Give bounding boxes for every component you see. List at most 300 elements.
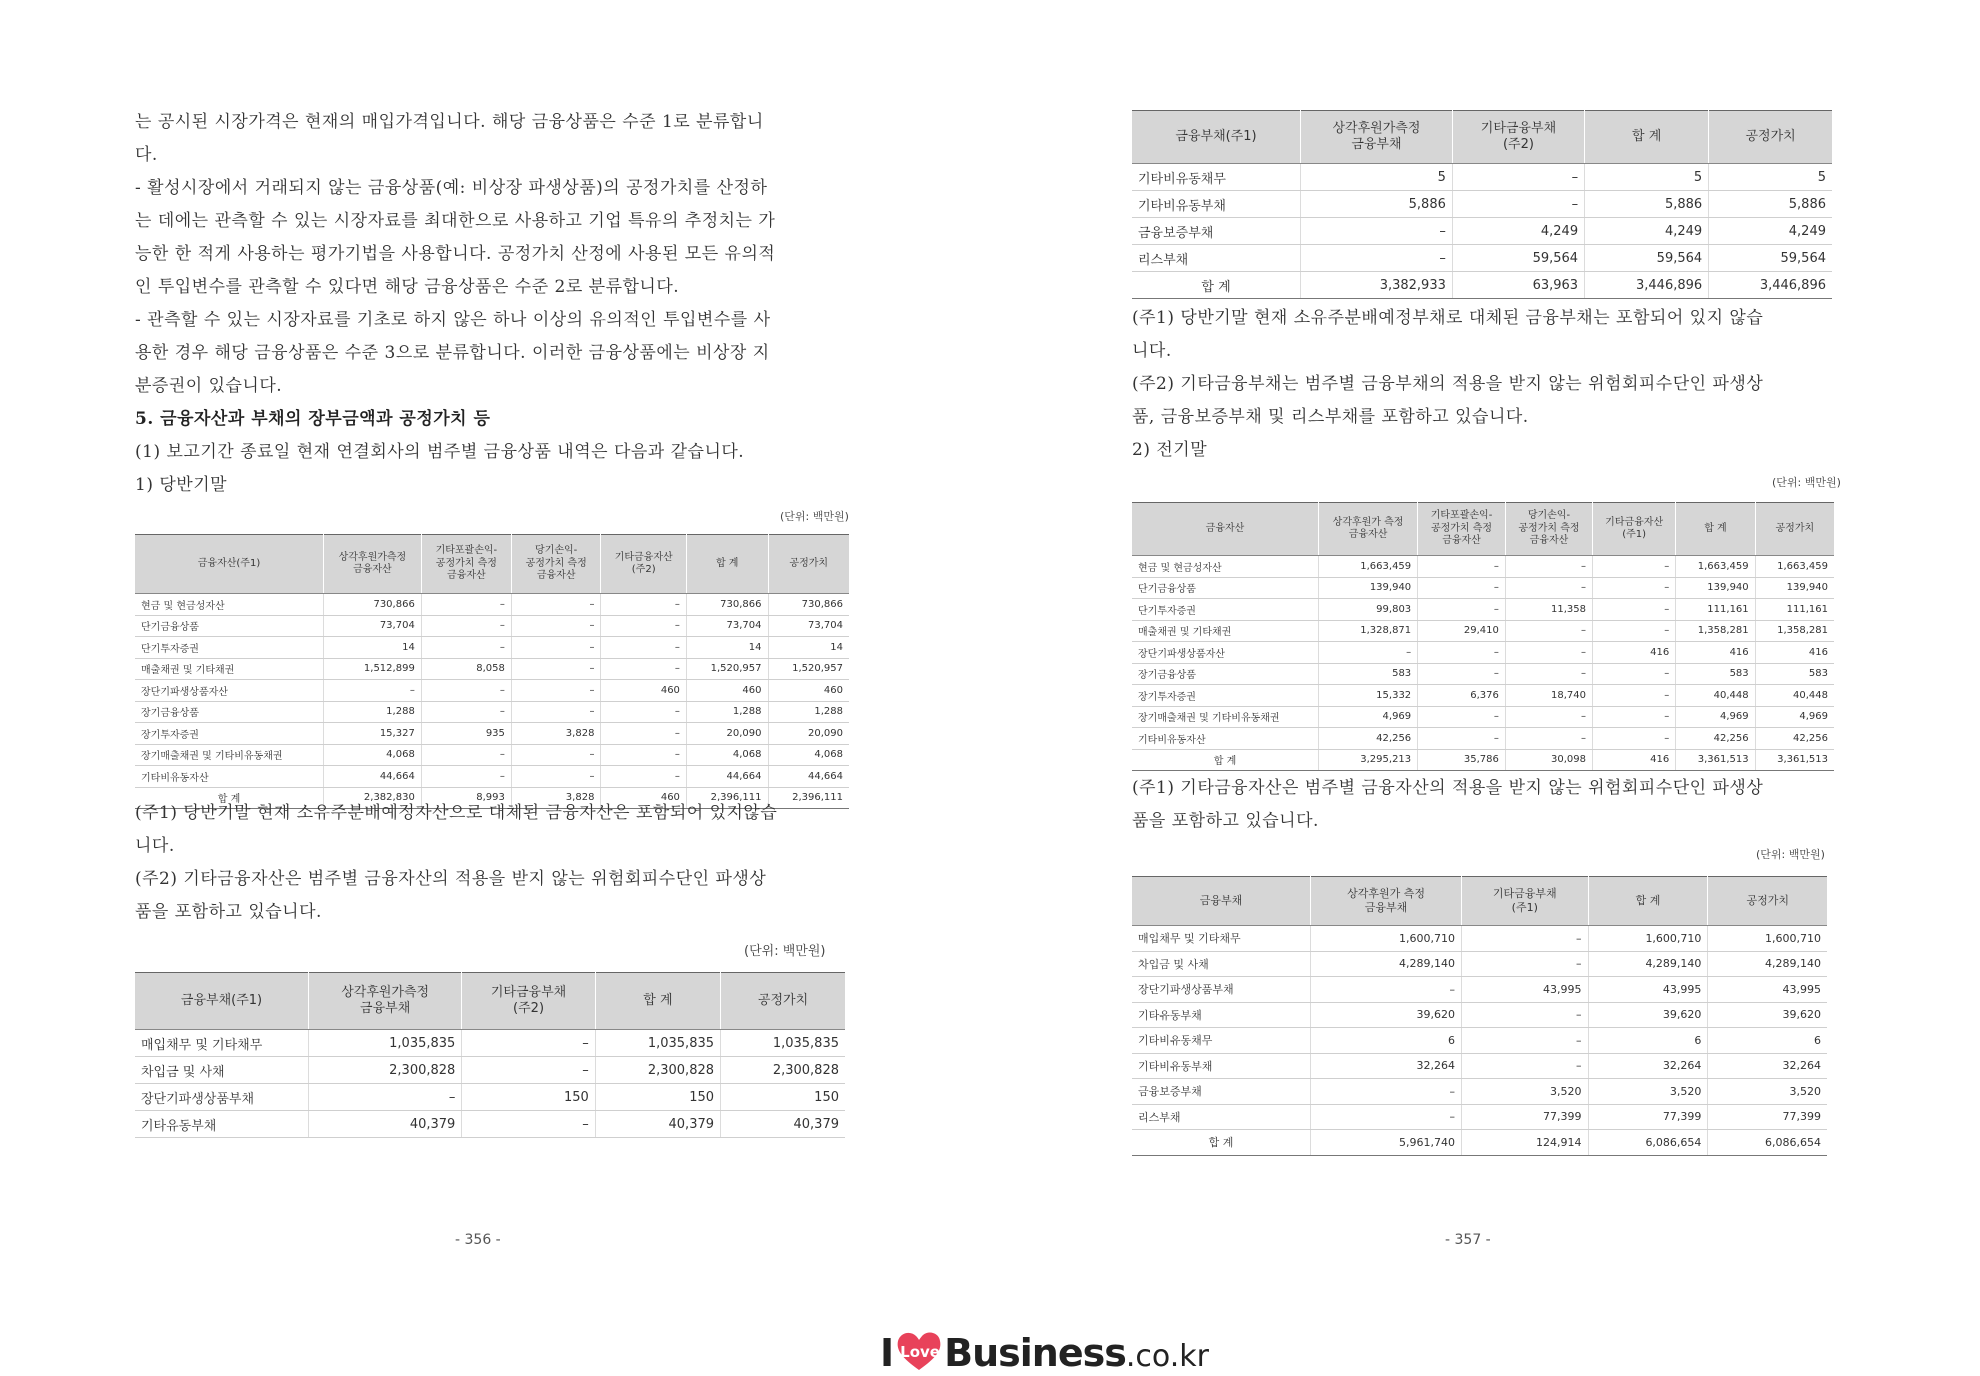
table-cell: 730,866 xyxy=(686,594,768,616)
table-cell: – xyxy=(1418,706,1506,728)
right-notes-2 xyxy=(1132,772,1763,838)
table-cell: 1,600,710 xyxy=(1311,926,1462,952)
table-cell: 4,289,140 xyxy=(1311,951,1462,977)
table-row xyxy=(1132,1104,1827,1130)
column-header: 기타포괄손익- 공정가치 측정 금융자산 xyxy=(1418,503,1506,556)
subheading-current: 1) 당반기말 xyxy=(135,475,228,495)
row-label: 장단기파생상품자산 xyxy=(1132,642,1319,664)
table-row xyxy=(1132,218,1832,245)
table-cell: 20,090 xyxy=(768,723,849,745)
table-cell: – xyxy=(1301,218,1453,245)
table-cell: 3,828 xyxy=(511,723,601,745)
row-label: 장단기파생상품자산 xyxy=(135,680,324,702)
table-cell: 99,803 xyxy=(1319,599,1418,621)
table-cell: – xyxy=(1593,599,1676,621)
table-cell: 1,520,957 xyxy=(768,658,849,680)
table-cell: 32,264 xyxy=(1708,1053,1827,1079)
row-label: 매입채무 및 기타채무 xyxy=(135,1030,309,1057)
table-cell: – xyxy=(324,680,422,702)
table-cell: – xyxy=(601,594,686,616)
logo-love-text: Love xyxy=(900,1343,940,1361)
table-row xyxy=(135,680,849,702)
text-line: - 활성시장에서 거래되지 않는 금융상품(예: 비상장 파생상품)의 공정가치를 산정하 xyxy=(135,178,768,198)
table-row xyxy=(135,1084,845,1111)
right-notes-1 xyxy=(1132,302,1763,467)
table-cell: – xyxy=(421,701,511,723)
unit-label: (단위: 백만원) xyxy=(1772,476,1841,489)
table-row xyxy=(1132,663,1834,685)
table-cell: 2,300,828 xyxy=(309,1057,462,1084)
table-row xyxy=(135,766,849,788)
table-row xyxy=(1132,951,1827,977)
text-line: 품, 금융보증부채 및 리스부채를 포함하고 있습니다. xyxy=(1132,407,1529,427)
table-cell: 40,379 xyxy=(309,1111,462,1138)
table-row xyxy=(1132,620,1834,642)
unit-label: (단위: 백만원) xyxy=(780,510,849,523)
column-header: 기타금융부채 (주1) xyxy=(1462,877,1588,926)
table-cell: 43,995 xyxy=(1588,977,1708,1003)
table-cell: 77,399 xyxy=(1462,1104,1588,1130)
text-line: (주1) 기타금융자산은 범주별 금융자산의 적용을 받지 않는 위험회피수단인 파생상 xyxy=(1132,778,1764,798)
table-cell: 730,866 xyxy=(324,594,422,616)
table-cell: 730,866 xyxy=(768,594,849,616)
table-cell: 3,295,213 xyxy=(1319,749,1418,771)
table-cell: – xyxy=(1462,1053,1588,1079)
row-label: 단기금융상품 xyxy=(1132,577,1319,599)
table-cell: 1,663,459 xyxy=(1319,556,1418,578)
column-header: 합 계 xyxy=(1588,877,1708,926)
row-label: 리스부채 xyxy=(1132,1104,1311,1130)
table-cell: – xyxy=(601,701,686,723)
table-cell: – xyxy=(1505,706,1592,728)
table-cell: – xyxy=(1462,951,1588,977)
table-cell: – xyxy=(1462,1028,1588,1054)
column-header: 금융부채 xyxy=(1132,877,1311,926)
table-cell: 2,382,830 xyxy=(324,787,422,809)
column-header: 당기손익- 공정가치 측정 금융자산 xyxy=(1505,503,1592,556)
table-cell: – xyxy=(511,701,601,723)
unit-label-2: (단위: 백만원) xyxy=(744,944,826,959)
table-cell: – xyxy=(511,766,601,788)
table-cell: 460 xyxy=(768,680,849,702)
table-cell: 11,358 xyxy=(1505,599,1592,621)
row-label: 기타비유동채무 xyxy=(1132,164,1301,191)
table-cell: – xyxy=(601,615,686,637)
table-cell: – xyxy=(1462,926,1588,952)
table-cell: – xyxy=(1418,642,1506,664)
table-cell: 139,940 xyxy=(1755,577,1834,599)
table-row xyxy=(1132,1130,1827,1156)
row-label: 장기투자증권 xyxy=(1132,685,1319,707)
table-header-row xyxy=(135,535,849,594)
row-label: 기타유동부채 xyxy=(135,1111,309,1138)
row-label: 장기투자증권 xyxy=(135,723,324,745)
table-row xyxy=(135,701,849,723)
table-row xyxy=(1132,642,1834,664)
row-label: 리스부채 xyxy=(1132,245,1301,272)
table-cell: 43,995 xyxy=(1462,977,1588,1003)
row-label: 차입금 및 사채 xyxy=(135,1057,309,1084)
table-cell: 1,288 xyxy=(768,701,849,723)
row-label: 현금 및 현금성자산 xyxy=(1132,556,1319,578)
row-label: 합 계 xyxy=(135,787,324,809)
table-row xyxy=(135,1111,845,1138)
table-cell: 44,664 xyxy=(324,766,422,788)
table-cell: 5 xyxy=(1585,164,1709,191)
table-cell: – xyxy=(462,1030,595,1057)
column-header: 기타금융자산 (주1) xyxy=(1593,503,1676,556)
table-cell: 1,288 xyxy=(686,701,768,723)
table-cell: – xyxy=(421,680,511,702)
column-header: 금융부채(주1) xyxy=(135,973,309,1030)
table-cell: 59,564 xyxy=(1709,245,1832,272)
table-cell: 583 xyxy=(1755,663,1834,685)
table-cell: 8,993 xyxy=(421,787,511,809)
table-cell: 6,086,654 xyxy=(1708,1130,1827,1156)
column-header: 기타금융자산 (주2) xyxy=(601,535,686,594)
table-cell: 73,704 xyxy=(324,615,422,637)
table-cell: 4,249 xyxy=(1585,218,1709,245)
ilovebusiness-logo xyxy=(880,1316,1209,1375)
liabilities-table-prior xyxy=(1132,876,1827,1156)
row-label: 기타비유동자산 xyxy=(1132,728,1319,750)
page-number: - 356 - xyxy=(455,1232,501,1248)
table-cell: – xyxy=(511,637,601,659)
table-cell: 4,068 xyxy=(324,744,422,766)
table-cell: – xyxy=(1593,728,1676,750)
liabilities-table-current xyxy=(135,972,845,1138)
table-cell: 1,358,281 xyxy=(1676,620,1755,642)
table-cell: – xyxy=(421,766,511,788)
table-cell: 14 xyxy=(686,637,768,659)
table-cell: – xyxy=(1593,663,1676,685)
table-cell: 150 xyxy=(721,1084,845,1111)
text-line: 니다. xyxy=(135,836,175,856)
table-cell: 1,663,459 xyxy=(1755,556,1834,578)
column-header: 상각후원가 측정 금융자산 xyxy=(1319,503,1418,556)
column-header: 기타금융부채 (주2) xyxy=(462,973,595,1030)
text-line: 2) 전기말 xyxy=(1132,440,1208,460)
table-header-row xyxy=(1132,503,1834,556)
table-cell: 1,288 xyxy=(324,701,422,723)
table-cell: 40,448 xyxy=(1755,685,1834,707)
table-row xyxy=(1132,1028,1827,1054)
row-label: 장기금융상품 xyxy=(1132,663,1319,685)
table-cell: – xyxy=(421,637,511,659)
table-cell: 4,289,140 xyxy=(1588,951,1708,977)
table-header-row xyxy=(135,973,845,1030)
column-header: 합 계 xyxy=(1585,111,1709,164)
table-cell: – xyxy=(1505,642,1592,664)
table-cell: 416 xyxy=(1676,642,1755,664)
table-cell: 139,940 xyxy=(1319,577,1418,599)
column-header: 상각후원가측정 금융부채 xyxy=(1301,111,1453,164)
table-cell: 15,332 xyxy=(1319,685,1418,707)
table-cell: – xyxy=(601,637,686,659)
table-cell: 3,382,933 xyxy=(1301,272,1453,299)
table-cell: 1,663,459 xyxy=(1676,556,1755,578)
table-cell: – xyxy=(1505,620,1592,642)
text-line: 인 투입변수를 관측할 수 있다면 해당 금융상품은 수준 2로 분류합니다. xyxy=(135,277,680,297)
row-label: 기타비유동부채 xyxy=(1132,1053,1311,1079)
column-header: 기타포괄손익- 공정가치 측정 금융자산 xyxy=(421,535,511,594)
intro-text: (1) 보고기간 종료일 현재 연결회사의 범주별 금융상품 내역은 다음과 같습니다. xyxy=(135,442,745,462)
column-header: 금융자산 xyxy=(1132,503,1319,556)
table-cell: 42,256 xyxy=(1676,728,1755,750)
table-cell: 44,664 xyxy=(768,766,849,788)
table-cell: 63,963 xyxy=(1452,272,1584,299)
table-cell: – xyxy=(1593,620,1676,642)
text-line: (주2) 기타금융부채는 범주별 금융부채의 적용을 받지 않는 위험회피수단인 파생상 xyxy=(1132,374,1764,394)
row-label: 매입채무 및 기타채무 xyxy=(1132,926,1311,952)
table-cell: – xyxy=(601,723,686,745)
table-cell: – xyxy=(1452,191,1584,218)
table-cell: 4,969 xyxy=(1676,706,1755,728)
table-cell: 77,399 xyxy=(1708,1104,1827,1130)
table-row xyxy=(135,1057,845,1084)
table-cell: – xyxy=(1311,977,1462,1003)
left-notes xyxy=(135,797,777,929)
row-label: 매출채권 및 기타채권 xyxy=(1132,620,1319,642)
table-row xyxy=(135,615,849,637)
table-row xyxy=(1132,272,1832,299)
table-cell: – xyxy=(1505,556,1592,578)
table-cell: 416 xyxy=(1593,642,1676,664)
table-row xyxy=(1132,749,1834,771)
row-label: 장기금융상품 xyxy=(135,701,324,723)
unit-label-2: (단위: 백만원) xyxy=(1756,848,1825,861)
table-cell: 18,740 xyxy=(1505,685,1592,707)
page-number: - 357 - xyxy=(1445,1232,1491,1248)
text-line: 능한 한 적게 사용하는 평가기법을 사용합니다. 공정가치 산정에 사용된 모든 유의적 xyxy=(135,244,776,264)
table-cell: 32,264 xyxy=(1588,1053,1708,1079)
table-cell: – xyxy=(511,744,601,766)
table-cell: 124,914 xyxy=(1462,1130,1588,1156)
table-row xyxy=(135,744,849,766)
table-cell: – xyxy=(421,615,511,637)
table-cell: 150 xyxy=(462,1084,595,1111)
table-cell: 416 xyxy=(1755,642,1834,664)
table-cell: 3,446,896 xyxy=(1585,272,1709,299)
table-cell: 3,828 xyxy=(511,787,601,809)
table-cell: 20,090 xyxy=(686,723,768,745)
table-cell: 4,289,140 xyxy=(1708,951,1827,977)
table-cell: 8,058 xyxy=(421,658,511,680)
table-cell: 73,704 xyxy=(686,615,768,637)
table-row xyxy=(1132,706,1834,728)
table-cell: – xyxy=(1418,663,1506,685)
table-row xyxy=(1132,1053,1827,1079)
table-cell: 5,886 xyxy=(1301,191,1453,218)
table-cell: 3,520 xyxy=(1462,1079,1588,1105)
table-cell: 77,399 xyxy=(1588,1104,1708,1130)
row-label: 장기매출채권 및 기타비유동채권 xyxy=(135,744,324,766)
table-row xyxy=(1132,926,1827,952)
table-cell: 1,520,957 xyxy=(686,658,768,680)
table-cell: – xyxy=(309,1084,462,1111)
column-header: 공정가치 xyxy=(1755,503,1834,556)
table-cell: 59,564 xyxy=(1452,245,1584,272)
table-cell: 460 xyxy=(686,680,768,702)
table-cell: 3,361,513 xyxy=(1676,749,1755,771)
row-label: 기타유동부채 xyxy=(1132,1002,1311,1028)
table-cell: 139,940 xyxy=(1676,577,1755,599)
table-cell: 111,161 xyxy=(1755,599,1834,621)
table-cell: – xyxy=(1418,599,1506,621)
table-row xyxy=(1132,577,1834,599)
table-cell: – xyxy=(1593,577,1676,599)
table-cell: – xyxy=(1418,577,1506,599)
text-line: 는 데에는 관측할 수 있는 시장자료를 최대한으로 사용하고 기업 특유의 추정치는 가 xyxy=(135,211,776,231)
table-header-row xyxy=(1132,111,1832,164)
table-cell: 14 xyxy=(324,637,422,659)
table-row xyxy=(1132,977,1827,1003)
liabilities-table-current-continued xyxy=(1132,110,1832,299)
column-header: 상각후원가측정 금융부채 xyxy=(309,973,462,1030)
table-cell: – xyxy=(1418,728,1506,750)
text-line: 품을 포함하고 있습니다. xyxy=(135,902,322,922)
table-row xyxy=(135,1030,845,1057)
table-cell: 3,446,896 xyxy=(1709,272,1832,299)
table-cell: – xyxy=(511,594,601,616)
text-line: 분증권이 있습니다. xyxy=(135,376,283,396)
table-cell: 39,620 xyxy=(1708,1002,1827,1028)
row-label: 단기투자증권 xyxy=(1132,599,1319,621)
table-cell: – xyxy=(511,680,601,702)
table-cell: 3,520 xyxy=(1588,1079,1708,1105)
table-cell: 6,086,654 xyxy=(1588,1130,1708,1156)
table-row xyxy=(1132,685,1834,707)
text-line: 용한 경우 해당 금융상품은 수준 3으로 분류합니다. 이러한 금융상품에는 비상장 지 xyxy=(135,343,770,363)
heart-icon xyxy=(896,1330,942,1372)
table-cell: 42,256 xyxy=(1319,728,1418,750)
table-cell: 4,969 xyxy=(1755,706,1834,728)
column-header: 상각후원가 측정 금융부채 xyxy=(1311,877,1462,926)
row-label: 단기금융상품 xyxy=(135,615,324,637)
table-cell: 2,300,828 xyxy=(721,1057,845,1084)
column-header: 당기손익- 공정가치 측정 금융자산 xyxy=(511,535,601,594)
column-header: 합 계 xyxy=(595,973,720,1030)
table-cell: 3,520 xyxy=(1708,1079,1827,1105)
row-label: 합 계 xyxy=(1132,1130,1311,1156)
table-cell: – xyxy=(1311,1079,1462,1105)
row-label: 기타비유동부채 xyxy=(1132,191,1301,218)
table-cell: 416 xyxy=(1593,749,1676,771)
row-label: 단기투자증권 xyxy=(135,637,324,659)
text-line: (주2) 기타금융자산은 범주별 금융자산의 적용을 받지 않는 위험회피수단인 파생상 xyxy=(135,869,767,889)
row-label: 금융보증부채 xyxy=(1132,218,1301,245)
table-cell: 1,512,899 xyxy=(324,658,422,680)
table-cell: 4,068 xyxy=(768,744,849,766)
table-row xyxy=(1132,1002,1827,1028)
table-cell: 460 xyxy=(601,787,686,809)
table-row xyxy=(1132,245,1832,272)
row-label: 합 계 xyxy=(1132,749,1319,771)
column-header: 합 계 xyxy=(686,535,768,594)
assets-table-current xyxy=(135,534,849,809)
table-cell: 2,396,111 xyxy=(686,787,768,809)
table-row xyxy=(1132,1079,1827,1105)
table-cell: – xyxy=(1311,1104,1462,1130)
row-label: 장단기파생상품부채 xyxy=(1132,977,1311,1003)
table-cell: – xyxy=(1301,245,1453,272)
column-header: 합 계 xyxy=(1676,503,1755,556)
text-line: 다. xyxy=(135,145,158,165)
table-cell: 5 xyxy=(1301,164,1453,191)
table-cell: 1,328,871 xyxy=(1319,620,1418,642)
table-cell: 5 xyxy=(1709,164,1832,191)
table-cell: – xyxy=(1505,663,1592,685)
logo-i: I xyxy=(880,1331,895,1375)
table-cell: 15,327 xyxy=(324,723,422,745)
table-row xyxy=(135,637,849,659)
table-cell: 460 xyxy=(601,680,686,702)
table-cell: 6 xyxy=(1588,1028,1708,1054)
table-cell: 1,600,710 xyxy=(1708,926,1827,952)
table-cell: 1,035,835 xyxy=(309,1030,462,1057)
table-cell: 4,969 xyxy=(1319,706,1418,728)
table-cell: 2,396,111 xyxy=(768,787,849,809)
text-line: - 관측할 수 있는 시장자료를 기초로 하지 않은 하나 이상의 유의적인 투입변수를 사 xyxy=(135,310,771,330)
table-cell: 39,620 xyxy=(1311,1002,1462,1028)
row-label: 기타비유동채무 xyxy=(1132,1028,1311,1054)
table-cell: 14 xyxy=(768,637,849,659)
column-header: 기타금융부채 (주2) xyxy=(1452,111,1584,164)
page-356 xyxy=(0,0,990,1374)
table-row xyxy=(1132,728,1834,750)
table-cell: 30,098 xyxy=(1505,749,1592,771)
table-cell: 5,886 xyxy=(1585,191,1709,218)
table-cell: 4,068 xyxy=(686,744,768,766)
column-header: 공정가치 xyxy=(768,535,849,594)
text-line: (주1) 당반기말 현재 소유주분배예정자산으로 대체된 금융자산은 포함되어 있지않습 xyxy=(135,803,778,823)
row-label: 금융보증부채 xyxy=(1132,1079,1311,1105)
table-cell: – xyxy=(462,1057,595,1084)
column-header: 상각후원가측정 금융자산 xyxy=(324,535,422,594)
table-cell: – xyxy=(421,594,511,616)
table-row xyxy=(1132,191,1832,218)
table-row xyxy=(135,594,849,616)
row-label: 장단기파생상품부채 xyxy=(135,1084,309,1111)
table-cell: 4,249 xyxy=(1452,218,1584,245)
row-label: 차입금 및 사채 xyxy=(1132,951,1311,977)
table-cell: 32,264 xyxy=(1311,1053,1462,1079)
table-cell: – xyxy=(601,658,686,680)
table-cell: 40,448 xyxy=(1676,685,1755,707)
table-cell: 583 xyxy=(1676,663,1755,685)
table-cell: 6 xyxy=(1311,1028,1462,1054)
table-cell: 4,249 xyxy=(1709,218,1832,245)
page-357 xyxy=(990,0,1980,1374)
text-line: 니다. xyxy=(1132,341,1172,361)
table-cell: – xyxy=(511,658,601,680)
table-cell: – xyxy=(601,766,686,788)
table-header-row xyxy=(1132,877,1827,926)
table-cell: – xyxy=(601,744,686,766)
logo-business: Business xyxy=(944,1331,1126,1375)
row-label: 매출채권 및 기타채권 xyxy=(135,658,324,680)
table-cell: 583 xyxy=(1319,663,1418,685)
table-cell: – xyxy=(1319,642,1418,664)
table-cell: 5,886 xyxy=(1709,191,1832,218)
table-row xyxy=(1132,164,1832,191)
table-cell: 1,358,281 xyxy=(1755,620,1834,642)
section-heading: 5. 금융자산과 부채의 장부금액과 공정가치 등 xyxy=(135,409,491,429)
row-label: 현금 및 현금성자산 xyxy=(135,594,324,616)
table-cell: 35,786 xyxy=(1418,749,1506,771)
assets-table-prior xyxy=(1132,502,1834,771)
table-cell: 2,300,828 xyxy=(595,1057,720,1084)
